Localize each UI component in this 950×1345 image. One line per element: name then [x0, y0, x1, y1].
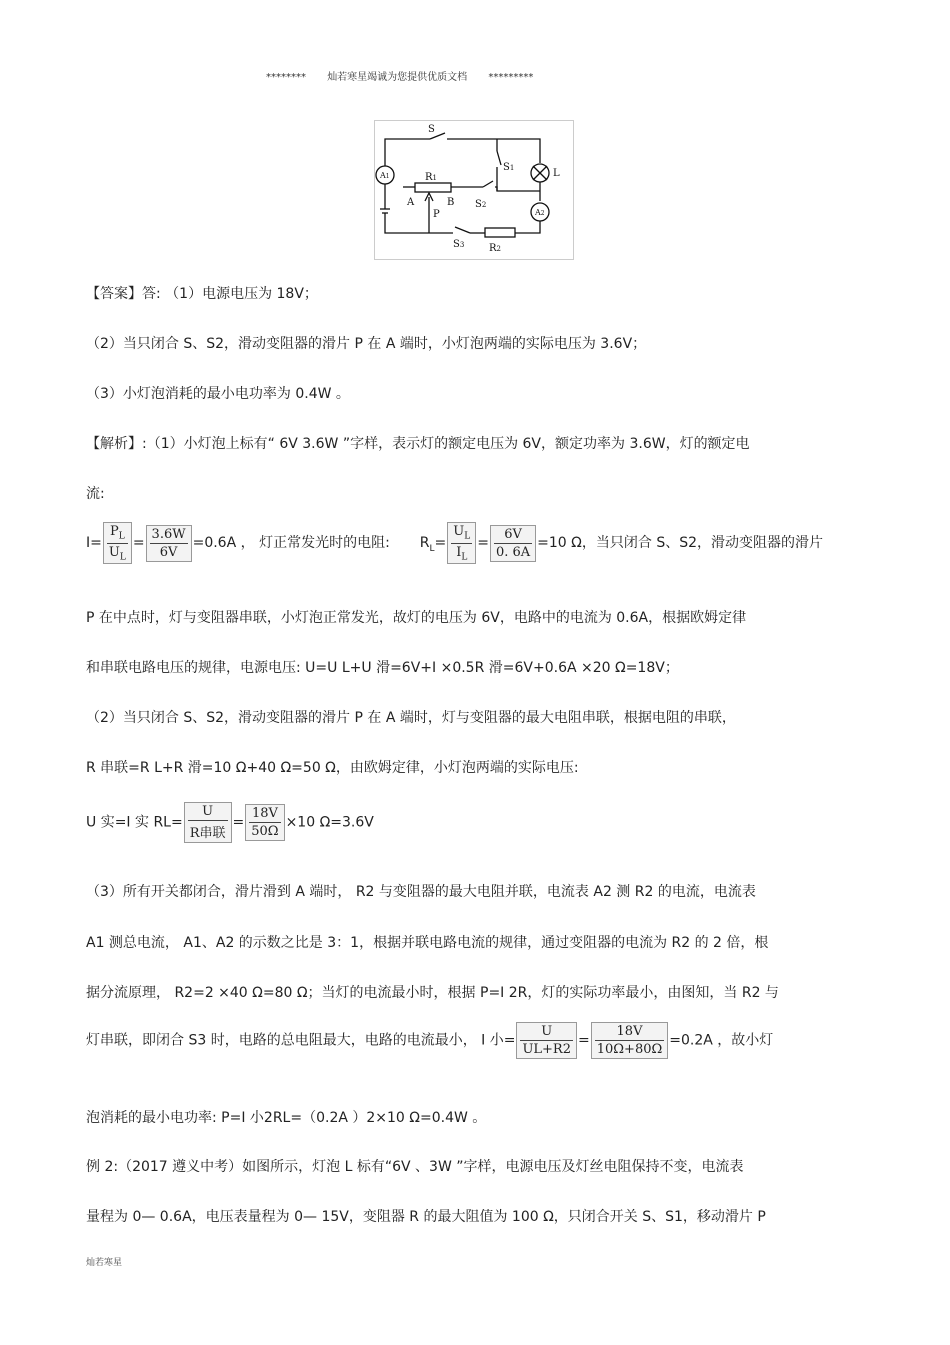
fraction: $\frac{6V}{0. 6A}$: [490, 525, 536, 562]
header-stars-left: ********: [266, 72, 306, 83]
label-a1: A1: [380, 171, 390, 180]
label-r2: R2: [489, 243, 501, 254]
fraction: $\frac{18V}{10\Omega+80\Omega}$: [591, 1022, 669, 1059]
label-s3: S3: [453, 239, 465, 250]
fraction: $\frac{U}{UL+R2}$: [516, 1022, 577, 1059]
formula-actual-voltage: U 实=I 实 RL= $\frac{U}{\text{R串联}}$ = $\frac{18V}{50\Omega}$ ×10 Ω=3.6V: [86, 804, 374, 841]
page-footer: 灿若寒星: [86, 1258, 123, 1268]
example-line-1: 例 2:（2017 遵义中考）如图所示，灯泡 L 标有“6V 、3W ”字样，电源电压及灯丝电阻保持不变，电流表: [86, 1159, 744, 1175]
fraction: $\frac{P_L}{U_L}$: [103, 522, 132, 564]
analysis-line-10: A1 测总电流， A1、A2 的示数之比是 3：1，根据并联电路电流的规律，通过变阻器的电流为 R2 的 2 倍，根: [86, 935, 769, 951]
analysis-line-6: （2）当只闭合 S、S2，滑动变阻器的滑片 P 在 A 端时，灯与变阻器的最大电阻串联，根据电阻的串联，: [86, 710, 736, 726]
formula-current: I= $\frac{P_L}{U_L}$ = $\frac{3.6W}{6V}$ =0.6A ， 灯正常发光时的电阻: $R_L=$ $\frac{U_L}{I_L}$ = $\frac{6V}{0. 6A}$ =10 Ω，当只闭合 S、S2，滑动变阻器的滑片: [86, 524, 823, 563]
answer-line-2: （2）当只闭合 S、S2，滑动变阻器的滑片 P 在 A 端时，小灯泡两端的实际电压为 3.6V；: [86, 336, 647, 352]
fraction: $\frac{3.6W}{6V}$: [146, 525, 192, 562]
label-s2: S2: [475, 199, 487, 210]
label-s1: S1: [503, 162, 515, 173]
analysis-line-7: R 串联=R L+R 滑=10 Ω+40 Ω=50 Ω，由欧姆定律，小灯泡两端的实际电压:: [86, 760, 579, 776]
formula-min-current: 灯串联，即闭合 S3 时，电路的总电阻最大，电路的电流最小， I 小= $\frac{U}{UL+R2}$ = $\frac{18V}{10\Omega+80\Omega}$ =0.2A ，故小灯: [86, 1024, 774, 1057]
label-a2: A2: [535, 208, 545, 217]
analysis-line-2: 流:: [86, 486, 105, 502]
fraction: $\frac{U}{\text{R串联}}$: [184, 802, 232, 843]
analysis-line-11: 据分流原理， R2=2 ×40 Ω=80 Ω；当灯的电流最小时，根据 P=I 2R，灯的实际功率最小，由图知，当 R2 与: [86, 985, 779, 1001]
example-line-2: 量程为 0— 0.6A，电压表量程为 0— 15V，变阻器 R 的最大阻值为 100 Ω，只闭合开关 S、S1，移动滑片 P: [86, 1209, 766, 1225]
label-l: L: [553, 168, 560, 179]
label-s: S: [428, 124, 435, 135]
page-header: [266, 68, 551, 83]
label-a: A: [407, 197, 415, 208]
fraction: $\frac{18V}{50\Omega}$: [245, 804, 284, 841]
analysis-line-4: P 在中点时，灯与变阻器串联，小灯泡正常发光，故灯的电压为 6V，电路中的电流为 0.6A，根据欧姆定律: [86, 610, 747, 626]
label-r1: R1: [425, 172, 437, 183]
answer-line-1: 【答案】答: （1）电源电压为 18V；: [86, 286, 318, 302]
answer-line-3: （3）小灯泡消耗的最小电功率为 0.4W 。: [86, 386, 350, 402]
label-p: P: [433, 209, 440, 220]
fraction: $\frac{U_L}{I_L}$: [447, 522, 476, 564]
analysis-line-5: 和串联电路电压的规律，电源电压: U=U L+U 滑=6V+I ×0.5R 滑=6V+0.6A ×20 Ω=18V；: [86, 660, 679, 676]
label-b: B: [447, 197, 455, 208]
header-title: 灿若寒星竭诚为您提供优质文档: [327, 72, 468, 83]
circuit-diagram: [374, 120, 574, 260]
header-stars-right: *********: [488, 72, 534, 83]
analysis-line-1: 【解析】:（1）小灯泡上标有“ 6V 3.6W ”字样，表示灯的额定电压为 6V，额定功率为 3.6W，灯的额定电: [86, 436, 750, 452]
analysis-line-13: 泡消耗的最小电功率: P=I 小2RL=（0.2A ）2×10 Ω=0.4W 。: [86, 1110, 487, 1126]
analysis-line-9: （3）所有开关都闭合，滑片滑到 A 端时， R2 与变阻器的最大电阻并联，电流表 A2 测 R2 的电流，电流表: [86, 884, 756, 900]
